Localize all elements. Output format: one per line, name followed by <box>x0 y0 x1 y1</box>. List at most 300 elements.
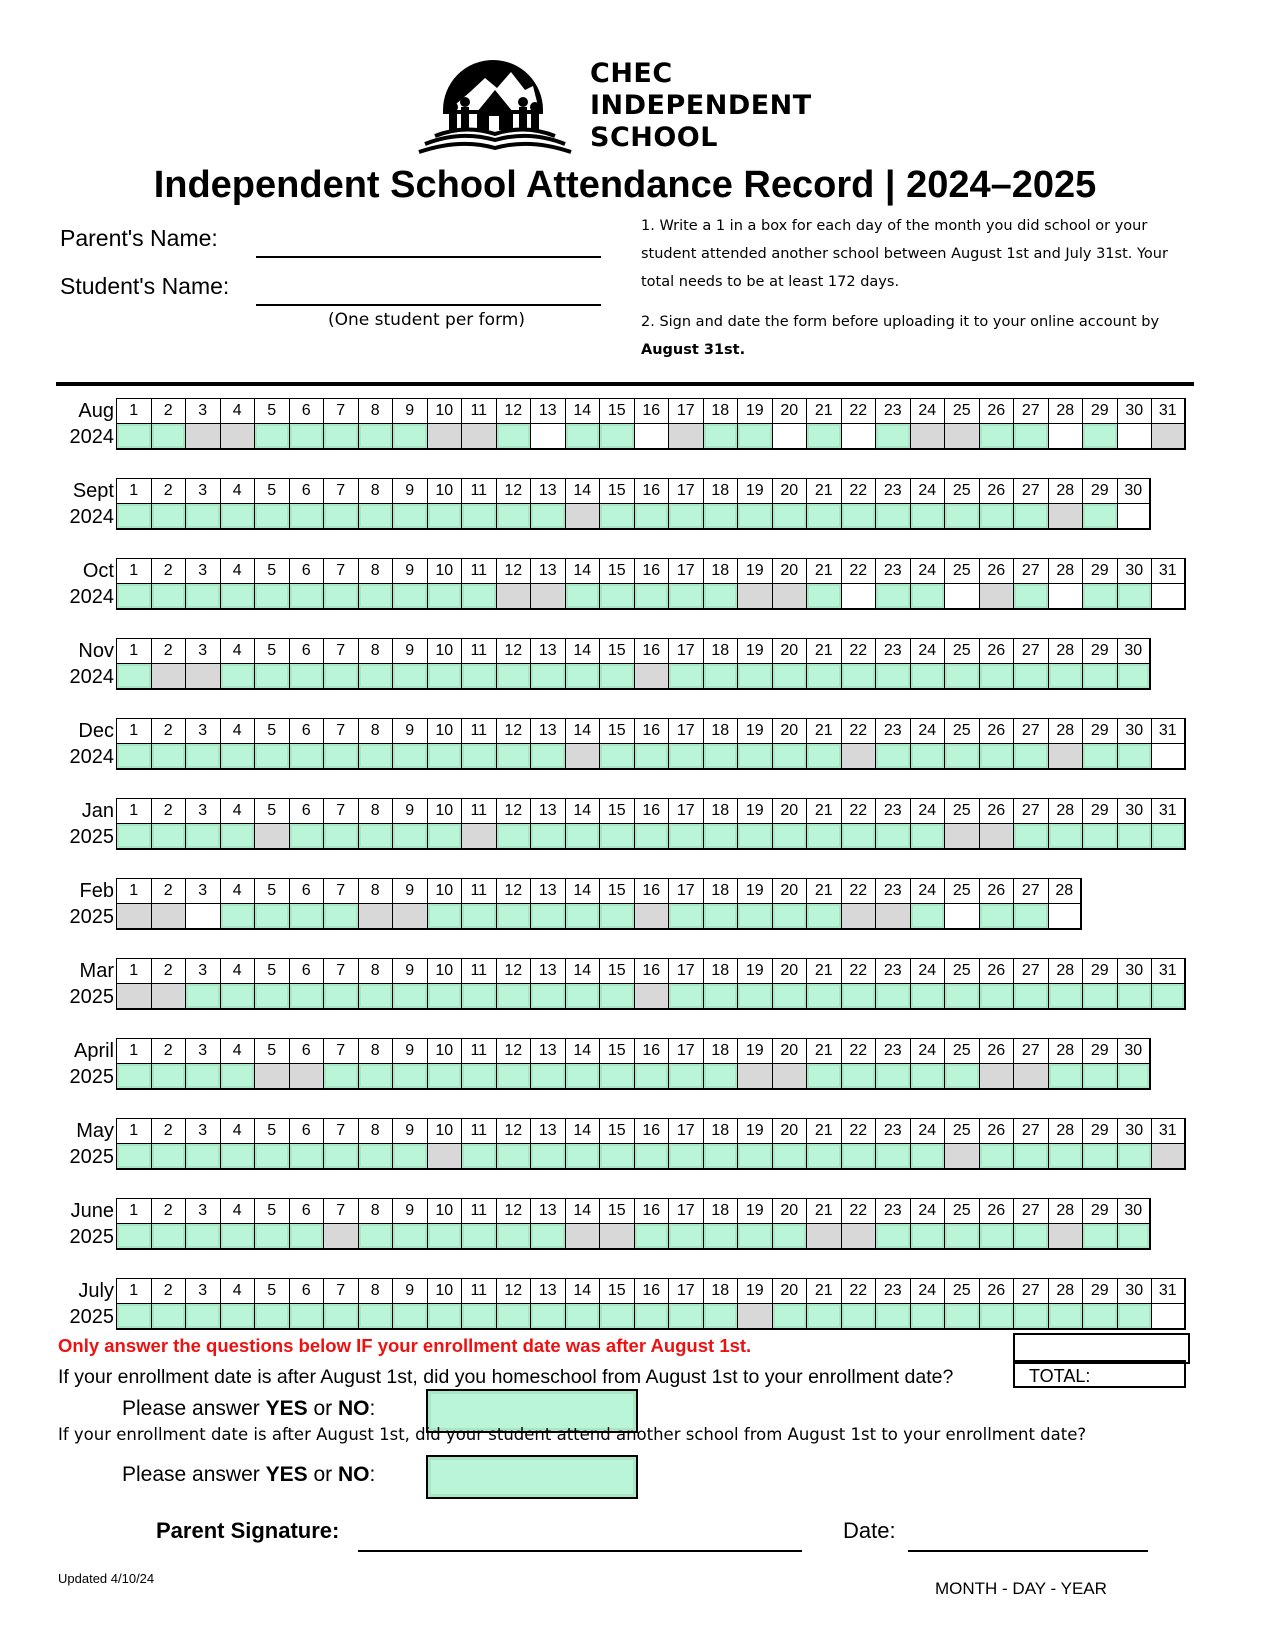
attendance-box[interactable] <box>116 584 151 610</box>
attendance-box[interactable] <box>496 824 531 850</box>
attendance-box[interactable] <box>392 664 427 690</box>
attendance-box[interactable] <box>910 584 945 610</box>
attendance-box[interactable] <box>944 744 979 770</box>
attendance-box[interactable] <box>496 744 531 770</box>
attendance-box[interactable] <box>151 1064 186 1090</box>
attendance-box[interactable] <box>703 904 738 930</box>
attendance-box[interactable] <box>116 1064 151 1090</box>
attendance-box[interactable] <box>220 584 255 610</box>
attendance-box[interactable] <box>289 1224 324 1250</box>
attendance-box[interactable] <box>668 1064 703 1090</box>
attendance-box[interactable] <box>289 424 324 450</box>
attendance-box[interactable] <box>1117 504 1152 530</box>
attendance-box[interactable] <box>323 744 358 770</box>
attendance-box[interactable] <box>599 984 634 1010</box>
attendance-box[interactable] <box>979 1304 1014 1330</box>
attendance-box[interactable] <box>772 1144 807 1170</box>
attendance-box[interactable] <box>668 1224 703 1250</box>
attendance-box[interactable] <box>599 424 634 450</box>
attendance-box[interactable] <box>979 1064 1014 1090</box>
attendance-box[interactable] <box>944 984 979 1010</box>
attendance-box[interactable] <box>323 1224 358 1250</box>
attendance-box[interactable] <box>1013 984 1048 1010</box>
attendance-box[interactable] <box>289 1304 324 1330</box>
attendance-box[interactable] <box>703 1064 738 1090</box>
attendance-box[interactable] <box>116 1304 151 1330</box>
attendance-box[interactable] <box>668 664 703 690</box>
attendance-box[interactable] <box>703 984 738 1010</box>
attendance-box[interactable] <box>289 1144 324 1170</box>
attendance-box[interactable] <box>1117 1304 1152 1330</box>
attendance-box[interactable] <box>944 1064 979 1090</box>
attendance-box[interactable] <box>634 824 669 850</box>
attendance-box[interactable] <box>668 584 703 610</box>
attendance-box[interactable] <box>703 504 738 530</box>
attendance-box[interactable] <box>703 1224 738 1250</box>
attendance-box[interactable] <box>1048 584 1083 610</box>
attendance-box[interactable] <box>1013 1144 1048 1170</box>
attendance-box[interactable] <box>254 1224 289 1250</box>
attendance-box[interactable] <box>427 1144 462 1170</box>
date-field[interactable] <box>908 1550 1148 1552</box>
attendance-box[interactable] <box>634 584 669 610</box>
attendance-box[interactable] <box>634 984 669 1010</box>
attendance-box[interactable] <box>1151 1304 1186 1330</box>
attendance-box[interactable] <box>151 1144 186 1170</box>
attendance-box[interactable] <box>841 744 876 770</box>
attendance-box[interactable] <box>530 1304 565 1330</box>
attendance-box[interactable] <box>496 504 531 530</box>
attendance-box[interactable] <box>151 424 186 450</box>
attendance-box[interactable] <box>599 904 634 930</box>
attendance-box[interactable] <box>461 1304 496 1330</box>
attendance-box[interactable] <box>530 1144 565 1170</box>
attendance-box[interactable] <box>323 504 358 530</box>
attendance-box[interactable] <box>565 424 600 450</box>
parent-name-field[interactable] <box>256 256 601 258</box>
attendance-box[interactable] <box>565 664 600 690</box>
attendance-box[interactable] <box>979 424 1014 450</box>
attendance-box[interactable] <box>806 1064 841 1090</box>
answer-two-box[interactable] <box>426 1455 638 1499</box>
attendance-box[interactable] <box>392 824 427 850</box>
attendance-box[interactable] <box>979 1224 1014 1250</box>
attendance-box[interactable] <box>841 504 876 530</box>
attendance-box[interactable] <box>358 584 393 610</box>
attendance-box[interactable] <box>1117 584 1152 610</box>
attendance-box[interactable] <box>875 504 910 530</box>
attendance-box[interactable] <box>323 1144 358 1170</box>
attendance-box[interactable] <box>323 664 358 690</box>
attendance-box[interactable] <box>772 504 807 530</box>
attendance-box[interactable] <box>944 424 979 450</box>
attendance-box[interactable] <box>1151 744 1186 770</box>
attendance-box[interactable] <box>703 1304 738 1330</box>
attendance-box[interactable] <box>1151 1144 1186 1170</box>
attendance-box[interactable] <box>461 904 496 930</box>
attendance-box[interactable] <box>151 1304 186 1330</box>
attendance-box[interactable] <box>1117 1224 1152 1250</box>
attendance-box[interactable] <box>289 904 324 930</box>
attendance-box[interactable] <box>599 664 634 690</box>
attendance-box[interactable] <box>496 1224 531 1250</box>
attendance-box[interactable] <box>703 1144 738 1170</box>
attendance-box[interactable] <box>1117 424 1152 450</box>
attendance-box[interactable] <box>668 1144 703 1170</box>
attendance-box[interactable] <box>737 1224 772 1250</box>
attendance-box[interactable] <box>634 1144 669 1170</box>
attendance-box[interactable] <box>806 984 841 1010</box>
attendance-box[interactable] <box>979 664 1014 690</box>
attendance-box[interactable] <box>910 1304 945 1330</box>
attendance-box[interactable] <box>185 1064 220 1090</box>
attendance-box[interactable] <box>185 744 220 770</box>
attendance-box[interactable] <box>910 504 945 530</box>
attendance-box[interactable] <box>461 504 496 530</box>
attendance-box[interactable] <box>1082 424 1117 450</box>
attendance-box[interactable] <box>323 1064 358 1090</box>
attendance-box[interactable] <box>772 824 807 850</box>
attendance-box[interactable] <box>254 744 289 770</box>
attendance-box[interactable] <box>254 1144 289 1170</box>
attendance-box[interactable] <box>565 744 600 770</box>
attendance-box[interactable] <box>737 584 772 610</box>
attendance-box[interactable] <box>358 824 393 850</box>
attendance-box[interactable] <box>1117 824 1152 850</box>
attendance-box[interactable] <box>461 1144 496 1170</box>
attendance-box[interactable] <box>565 984 600 1010</box>
attendance-box[interactable] <box>496 424 531 450</box>
attendance-box[interactable] <box>737 744 772 770</box>
attendance-box[interactable] <box>668 424 703 450</box>
attendance-box[interactable] <box>910 424 945 450</box>
attendance-box[interactable] <box>323 824 358 850</box>
attendance-box[interactable] <box>392 744 427 770</box>
attendance-box[interactable] <box>427 664 462 690</box>
attendance-box[interactable] <box>703 424 738 450</box>
attendance-box[interactable] <box>289 584 324 610</box>
attendance-box[interactable] <box>1117 1064 1152 1090</box>
attendance-box[interactable] <box>220 424 255 450</box>
attendance-box[interactable] <box>289 984 324 1010</box>
attendance-box[interactable] <box>461 1064 496 1090</box>
attendance-box[interactable] <box>1151 824 1186 850</box>
attendance-box[interactable] <box>565 904 600 930</box>
attendance-box[interactable] <box>185 504 220 530</box>
attendance-box[interactable] <box>1151 584 1186 610</box>
attendance-box[interactable] <box>565 584 600 610</box>
attendance-box[interactable] <box>1048 1064 1083 1090</box>
attendance-box[interactable] <box>737 1064 772 1090</box>
attendance-box[interactable] <box>254 1304 289 1330</box>
attendance-box[interactable] <box>875 1304 910 1330</box>
attendance-box[interactable] <box>358 984 393 1010</box>
attendance-box[interactable] <box>530 584 565 610</box>
attendance-box[interactable] <box>634 744 669 770</box>
attendance-box[interactable] <box>599 1064 634 1090</box>
attendance-box[interactable] <box>1013 904 1048 930</box>
attendance-box[interactable] <box>185 824 220 850</box>
attendance-box[interactable] <box>944 504 979 530</box>
attendance-box[interactable] <box>668 824 703 850</box>
attendance-box[interactable] <box>737 424 772 450</box>
attendance-box[interactable] <box>254 424 289 450</box>
attendance-box[interactable] <box>979 1144 1014 1170</box>
attendance-box[interactable] <box>1082 504 1117 530</box>
attendance-box[interactable] <box>599 1144 634 1170</box>
attendance-box[interactable] <box>910 904 945 930</box>
attendance-box[interactable] <box>461 424 496 450</box>
attendance-box[interactable] <box>979 504 1014 530</box>
attendance-box[interactable] <box>220 504 255 530</box>
attendance-box[interactable] <box>703 824 738 850</box>
attendance-box[interactable] <box>461 584 496 610</box>
attendance-box[interactable] <box>427 904 462 930</box>
attendance-box[interactable] <box>841 1144 876 1170</box>
attendance-box[interactable] <box>1151 424 1186 450</box>
attendance-box[interactable] <box>875 824 910 850</box>
attendance-box[interactable] <box>1082 984 1117 1010</box>
attendance-box[interactable] <box>530 1224 565 1250</box>
parent-signature-field[interactable] <box>358 1550 802 1552</box>
attendance-box[interactable] <box>254 504 289 530</box>
attendance-box[interactable] <box>1013 504 1048 530</box>
attendance-box[interactable] <box>185 664 220 690</box>
attendance-box[interactable] <box>875 664 910 690</box>
attendance-box[interactable] <box>358 424 393 450</box>
attendance-box[interactable] <box>668 504 703 530</box>
attendance-box[interactable] <box>1117 1144 1152 1170</box>
attendance-box[interactable] <box>1082 664 1117 690</box>
attendance-box[interactable] <box>323 1304 358 1330</box>
attendance-box[interactable] <box>1048 1304 1083 1330</box>
attendance-box[interactable] <box>979 744 1014 770</box>
attendance-box[interactable] <box>185 584 220 610</box>
attendance-box[interactable] <box>530 984 565 1010</box>
attendance-box[interactable] <box>496 984 531 1010</box>
attendance-box[interactable] <box>220 824 255 850</box>
attendance-box[interactable] <box>737 824 772 850</box>
attendance-box[interactable] <box>875 984 910 1010</box>
attendance-box[interactable] <box>116 984 151 1010</box>
attendance-box[interactable] <box>1013 1064 1048 1090</box>
attendance-box[interactable] <box>530 1064 565 1090</box>
attendance-box[interactable] <box>772 744 807 770</box>
attendance-box[interactable] <box>289 504 324 530</box>
attendance-box[interactable] <box>979 984 1014 1010</box>
attendance-box[interactable] <box>565 1064 600 1090</box>
attendance-box[interactable] <box>772 984 807 1010</box>
attendance-box[interactable] <box>737 1304 772 1330</box>
attendance-box[interactable] <box>427 1224 462 1250</box>
attendance-box[interactable] <box>427 1304 462 1330</box>
attendance-box[interactable] <box>1048 1144 1083 1170</box>
attendance-box[interactable] <box>944 1304 979 1330</box>
attendance-box[interactable] <box>530 824 565 850</box>
attendance-box[interactable] <box>634 904 669 930</box>
attendance-box[interactable] <box>737 1144 772 1170</box>
attendance-box[interactable] <box>116 904 151 930</box>
attendance-box[interactable] <box>358 504 393 530</box>
attendance-box[interactable] <box>116 744 151 770</box>
attendance-box[interactable] <box>116 1224 151 1250</box>
attendance-box[interactable] <box>1013 584 1048 610</box>
attendance-box[interactable] <box>841 1224 876 1250</box>
attendance-box[interactable] <box>151 984 186 1010</box>
attendance-box[interactable] <box>1082 824 1117 850</box>
attendance-box[interactable] <box>289 744 324 770</box>
attendance-box[interactable] <box>1013 1224 1048 1250</box>
attendance-box[interactable] <box>841 904 876 930</box>
attendance-box[interactable] <box>461 1224 496 1250</box>
attendance-box[interactable] <box>1048 424 1083 450</box>
attendance-box[interactable] <box>220 744 255 770</box>
attendance-box[interactable] <box>254 904 289 930</box>
attendance-box[interactable] <box>599 504 634 530</box>
attendance-box[interactable] <box>220 984 255 1010</box>
attendance-box[interactable] <box>1048 504 1083 530</box>
attendance-box[interactable] <box>668 984 703 1010</box>
attendance-box[interactable] <box>220 664 255 690</box>
attendance-box[interactable] <box>496 664 531 690</box>
attendance-box[interactable] <box>1117 664 1152 690</box>
attendance-box[interactable] <box>1082 1224 1117 1250</box>
attendance-box[interactable] <box>392 584 427 610</box>
attendance-box[interactable] <box>427 584 462 610</box>
attendance-box[interactable] <box>806 824 841 850</box>
attendance-box[interactable] <box>323 984 358 1010</box>
attendance-box[interactable] <box>289 824 324 850</box>
attendance-box[interactable] <box>944 824 979 850</box>
attendance-box[interactable] <box>530 744 565 770</box>
attendance-box[interactable] <box>944 664 979 690</box>
attendance-box[interactable] <box>496 1144 531 1170</box>
attendance-box[interactable] <box>427 984 462 1010</box>
attendance-box[interactable] <box>565 504 600 530</box>
attendance-box[interactable] <box>1082 1304 1117 1330</box>
attendance-box[interactable] <box>358 1064 393 1090</box>
attendance-box[interactable] <box>634 504 669 530</box>
attendance-box[interactable] <box>841 1064 876 1090</box>
attendance-box[interactable] <box>1013 424 1048 450</box>
attendance-box[interactable] <box>806 504 841 530</box>
attendance-box[interactable] <box>427 504 462 530</box>
attendance-box[interactable] <box>703 664 738 690</box>
attendance-box[interactable] <box>634 424 669 450</box>
attendance-box[interactable] <box>185 1144 220 1170</box>
attendance-box[interactable] <box>979 904 1014 930</box>
attendance-box[interactable] <box>875 1144 910 1170</box>
attendance-box[interactable] <box>220 904 255 930</box>
attendance-box[interactable] <box>254 1064 289 1090</box>
attendance-box[interactable] <box>875 584 910 610</box>
attendance-box[interactable] <box>910 664 945 690</box>
attendance-box[interactable] <box>116 824 151 850</box>
attendance-box[interactable] <box>392 1224 427 1250</box>
attendance-box[interactable] <box>841 664 876 690</box>
attendance-box[interactable] <box>737 664 772 690</box>
attendance-box[interactable] <box>1048 664 1083 690</box>
attendance-box[interactable] <box>530 424 565 450</box>
attendance-box[interactable] <box>220 1064 255 1090</box>
attendance-box[interactable] <box>1082 744 1117 770</box>
attendance-box[interactable] <box>841 1304 876 1330</box>
attendance-box[interactable] <box>289 1064 324 1090</box>
attendance-box[interactable] <box>875 424 910 450</box>
attendance-box[interactable] <box>358 664 393 690</box>
attendance-box[interactable] <box>1082 1144 1117 1170</box>
attendance-box[interactable] <box>599 1304 634 1330</box>
attendance-box[interactable] <box>1048 744 1083 770</box>
attendance-box[interactable] <box>599 1224 634 1250</box>
attendance-box[interactable] <box>392 504 427 530</box>
attendance-box[interactable] <box>772 1304 807 1330</box>
attendance-box[interactable] <box>841 824 876 850</box>
attendance-box[interactable] <box>358 1144 393 1170</box>
attendance-box[interactable] <box>737 984 772 1010</box>
attendance-box[interactable] <box>461 664 496 690</box>
attendance-box[interactable] <box>1082 1064 1117 1090</box>
attendance-box[interactable] <box>944 904 979 930</box>
attendance-box[interactable] <box>461 984 496 1010</box>
attendance-box[interactable] <box>806 744 841 770</box>
attendance-box[interactable] <box>772 424 807 450</box>
attendance-box[interactable] <box>151 664 186 690</box>
attendance-box[interactable] <box>910 984 945 1010</box>
attendance-box[interactable] <box>875 1064 910 1090</box>
attendance-box[interactable] <box>392 1064 427 1090</box>
attendance-box[interactable] <box>151 744 186 770</box>
attendance-box[interactable] <box>220 1224 255 1250</box>
attendance-box[interactable] <box>565 1304 600 1330</box>
attendance-box[interactable] <box>220 1144 255 1170</box>
attendance-box[interactable] <box>634 1224 669 1250</box>
attendance-box[interactable] <box>116 664 151 690</box>
attendance-box[interactable] <box>1048 984 1083 1010</box>
attendance-box[interactable] <box>910 1064 945 1090</box>
attendance-box[interactable] <box>806 1224 841 1250</box>
attendance-box[interactable] <box>116 504 151 530</box>
attendance-box[interactable] <box>910 824 945 850</box>
attendance-box[interactable] <box>737 504 772 530</box>
attendance-box[interactable] <box>1013 1304 1048 1330</box>
attendance-box[interactable] <box>392 1144 427 1170</box>
attendance-box[interactable] <box>1117 984 1152 1010</box>
attendance-box[interactable] <box>772 1064 807 1090</box>
attendance-box[interactable] <box>1048 824 1083 850</box>
attendance-box[interactable] <box>427 824 462 850</box>
attendance-box[interactable] <box>323 904 358 930</box>
attendance-box[interactable] <box>151 584 186 610</box>
attendance-box[interactable] <box>116 1144 151 1170</box>
attendance-box[interactable] <box>358 904 393 930</box>
attendance-box[interactable] <box>841 424 876 450</box>
attendance-box[interactable] <box>703 584 738 610</box>
attendance-box[interactable] <box>841 984 876 1010</box>
attendance-box[interactable] <box>496 584 531 610</box>
attendance-box[interactable] <box>668 1304 703 1330</box>
attendance-box[interactable] <box>910 1224 945 1250</box>
attendance-box[interactable] <box>151 904 186 930</box>
attendance-box[interactable] <box>254 984 289 1010</box>
attendance-box[interactable] <box>944 1144 979 1170</box>
attendance-box[interactable] <box>634 664 669 690</box>
attendance-box[interactable] <box>461 824 496 850</box>
attendance-box[interactable] <box>599 824 634 850</box>
attendance-box[interactable] <box>772 664 807 690</box>
attendance-box[interactable] <box>392 904 427 930</box>
attendance-box[interactable] <box>875 904 910 930</box>
